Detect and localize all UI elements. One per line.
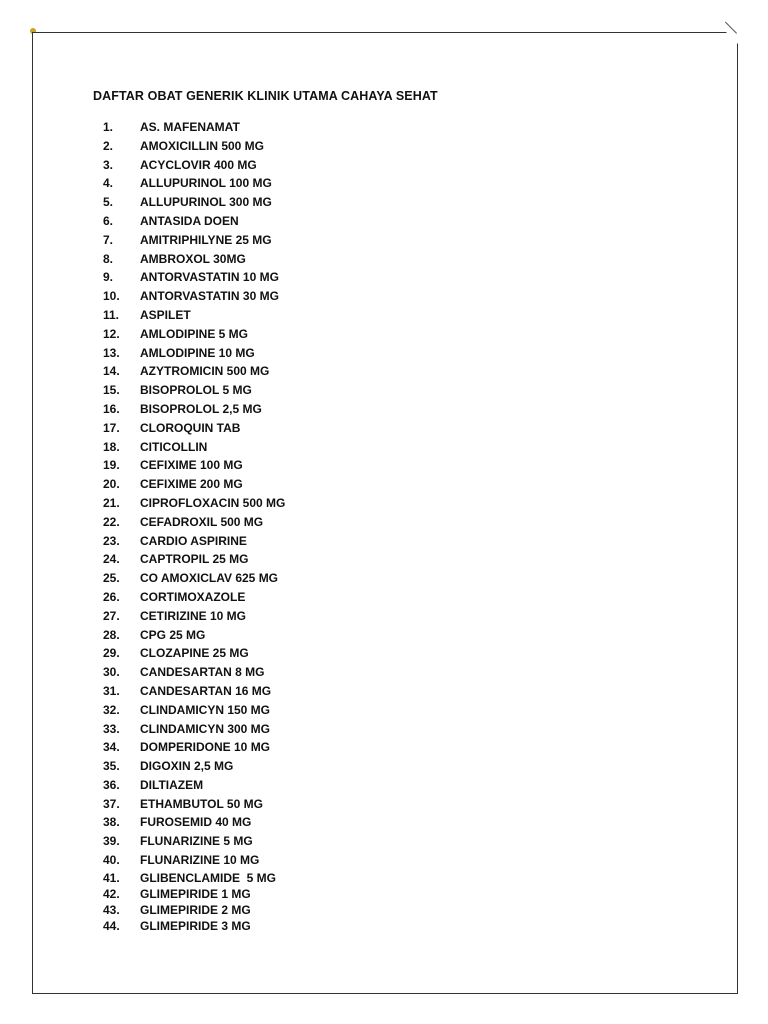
list-item xyxy=(103,870,285,886)
list-item xyxy=(103,902,285,918)
list-item-number: 7. xyxy=(103,232,114,247)
list-item xyxy=(103,851,285,870)
list-item-number: 37. xyxy=(103,796,120,811)
list-item-name: AMOXICILLIN 500 MG xyxy=(140,138,265,153)
list-item xyxy=(103,325,285,344)
list-item-name: ACYCLOVIR 400 MG xyxy=(140,157,257,172)
document-title: DAFTAR OBAT GENERIK KLINIK UTAMA CAHAYA SEHAT xyxy=(93,89,438,103)
list-item xyxy=(103,626,285,645)
list-item-number: 30. xyxy=(103,665,120,680)
list-item-name: CLOROQUIN TAB xyxy=(140,420,241,435)
list-item-name: CANDESARTAN 16 MG xyxy=(140,683,272,698)
list-item-number: 12. xyxy=(103,326,120,341)
list-item xyxy=(103,475,285,494)
list-item xyxy=(103,174,285,193)
list-item-number: 34. xyxy=(103,740,120,755)
list-item-number: 4. xyxy=(103,176,114,191)
list-item-name: DOMPERIDONE 10 MG xyxy=(140,740,271,755)
list-item xyxy=(103,644,285,663)
list-item-number: 27. xyxy=(103,608,120,623)
list-item-name: ANTASIDA DOEN xyxy=(140,213,239,228)
list-item-name: CIPROFLOXACIN 500 MG xyxy=(140,495,286,510)
list-item-name: CORTIMOXAZOLE xyxy=(140,589,246,604)
list-item-number: 18. xyxy=(103,439,120,454)
list-item-name: ANTORVASTATIN 10 MG xyxy=(140,270,279,285)
list-item-number: 6. xyxy=(103,213,114,228)
list-item-number: 24. xyxy=(103,552,120,567)
list-item-name: ANTORVASTATIN 30 MG xyxy=(140,289,279,304)
list-item xyxy=(103,550,285,569)
list-item-number: 31. xyxy=(103,683,120,698)
list-item-name: CEFIXIME 100 MG xyxy=(140,458,243,473)
list-item xyxy=(103,588,285,607)
list-item xyxy=(103,720,285,739)
list-item-number: 32. xyxy=(103,702,120,717)
list-item-name: GLIBENCLAMIDE 5 MG xyxy=(140,870,277,885)
list-item-name: AMLODIPINE 5 MG xyxy=(140,326,249,341)
list-item-number: 15. xyxy=(103,383,120,398)
list-item-number: 17. xyxy=(103,420,120,435)
list-item xyxy=(103,832,285,851)
list-item-number: 44. xyxy=(103,919,120,934)
list-item xyxy=(103,362,285,381)
list-item-number: 20. xyxy=(103,477,120,492)
list-item-name: CO AMOXICLAV 625 MG xyxy=(140,571,279,586)
list-item-name: ETHAMBUTOL 50 MG xyxy=(140,796,263,811)
list-item xyxy=(103,757,285,776)
list-item-number: 11. xyxy=(103,307,120,322)
list-item-name: CLINDAMICYN 300 MG xyxy=(140,721,271,736)
list-item-number: 28. xyxy=(103,627,120,642)
list-item-name: CARDIO ASPIRINE xyxy=(140,533,247,548)
list-item-name: GLIMEPIRIDE 1 MG xyxy=(140,887,251,902)
list-item-number: 1. xyxy=(103,120,114,134)
list-item xyxy=(103,193,285,212)
list-item-number: 23. xyxy=(103,533,120,548)
drug-list xyxy=(103,118,285,935)
list-item-name: CETIRIZINE 10 MG xyxy=(140,608,247,623)
list-item-name: CAPTROPIL 25 MG xyxy=(140,552,249,567)
list-item-number: 10. xyxy=(103,289,120,304)
list-item xyxy=(103,306,285,325)
list-item xyxy=(103,156,285,175)
list-item-name: CPG 25 MG xyxy=(140,627,206,642)
list-item-number: 9. xyxy=(103,270,114,285)
list-item-number: 41. xyxy=(103,870,120,885)
list-item-number: 21. xyxy=(103,495,120,510)
list-item-name: CEFADROXIL 500 MG xyxy=(140,514,264,529)
list-item-name: CANDESARTAN 8 MG xyxy=(140,665,265,680)
list-item-number: 29. xyxy=(103,646,120,661)
list-item-name: AS. MAFENAMAT xyxy=(140,120,240,134)
list-item-name: DIGOXIN 2,5 MG xyxy=(140,759,234,774)
list-item xyxy=(103,118,285,137)
list-item-name: CLINDAMICYN 150 MG xyxy=(140,702,271,717)
list-item-name: CLOZAPINE 25 MG xyxy=(140,646,249,661)
list-item-number: 39. xyxy=(103,834,120,849)
list-item-name: AMBROXOL 30MG xyxy=(140,251,246,266)
list-item-number: 42. xyxy=(103,887,120,902)
list-item xyxy=(103,381,285,400)
list-item-number: 25. xyxy=(103,571,120,586)
list-item xyxy=(103,569,285,588)
list-item-name: FUROSEMID 40 MG xyxy=(140,815,252,830)
list-item-number: 2. xyxy=(103,138,114,153)
list-item-number: 26. xyxy=(103,589,120,604)
list-item-number: 22. xyxy=(103,514,120,529)
list-item xyxy=(103,137,285,156)
list-item-number: 3. xyxy=(103,157,114,172)
list-item xyxy=(103,701,285,720)
list-item xyxy=(103,250,285,269)
list-item-number: 35. xyxy=(103,759,120,774)
list-item xyxy=(103,813,285,832)
list-item xyxy=(103,268,285,287)
list-item-name: CITICOLLIN xyxy=(140,439,208,454)
list-item xyxy=(103,607,285,626)
list-item xyxy=(103,231,285,250)
list-item-name: ALLUPURINOL 100 MG xyxy=(140,176,272,191)
list-item-name: GLIMEPIRIDE 3 MG xyxy=(140,919,251,934)
list-item-number: 13. xyxy=(103,345,120,360)
list-item-name: BISOPROLOL 2,5 MG xyxy=(140,401,262,416)
list-item-name: ALLUPURINOL 300 MG xyxy=(140,195,272,210)
list-item-number: 43. xyxy=(103,903,120,918)
list-item-name: AMITRIPHILYNE 25 MG xyxy=(140,232,272,247)
list-item-number: 5. xyxy=(103,195,114,210)
list-item xyxy=(103,438,285,457)
list-item xyxy=(103,532,285,551)
list-item-name: FLUNARIZINE 10 MG xyxy=(140,853,260,868)
list-item-number: 33. xyxy=(103,721,120,736)
list-item-number: 36. xyxy=(103,777,120,792)
list-item xyxy=(103,663,285,682)
list-item xyxy=(103,886,285,902)
list-item-name: AMLODIPINE 10 MG xyxy=(140,345,255,360)
list-item xyxy=(103,795,285,814)
list-item xyxy=(103,776,285,795)
document-page xyxy=(32,32,738,994)
list-item-number: 16. xyxy=(103,401,120,416)
list-item-name: CEFIXIME 200 MG xyxy=(140,477,243,492)
list-item-name: ASPILET xyxy=(140,307,191,322)
list-item-name: GLIMEPIRIDE 2 MG xyxy=(140,903,251,918)
list-item xyxy=(103,287,285,306)
list-item-number: 38. xyxy=(103,815,120,830)
list-item xyxy=(103,344,285,363)
list-item xyxy=(103,419,285,438)
list-item xyxy=(103,918,285,934)
list-item xyxy=(103,456,285,475)
list-item-number: 14. xyxy=(103,364,120,379)
list-item-number: 40. xyxy=(103,853,120,868)
list-item xyxy=(103,682,285,701)
list-item-number: 19. xyxy=(103,458,120,473)
list-item xyxy=(103,513,285,532)
list-item xyxy=(103,494,285,513)
list-item xyxy=(103,738,285,757)
list-item-name: FLUNARIZINE 5 MG xyxy=(140,834,253,849)
list-item-name: BISOPROLOL 5 MG xyxy=(140,383,252,398)
list-item-number: 8. xyxy=(103,251,114,266)
list-item-name: DILTIAZEM xyxy=(140,777,204,792)
list-item xyxy=(103,212,285,231)
list-item-name: AZYTROMICIN 500 MG xyxy=(140,364,270,379)
list-item xyxy=(103,400,285,419)
